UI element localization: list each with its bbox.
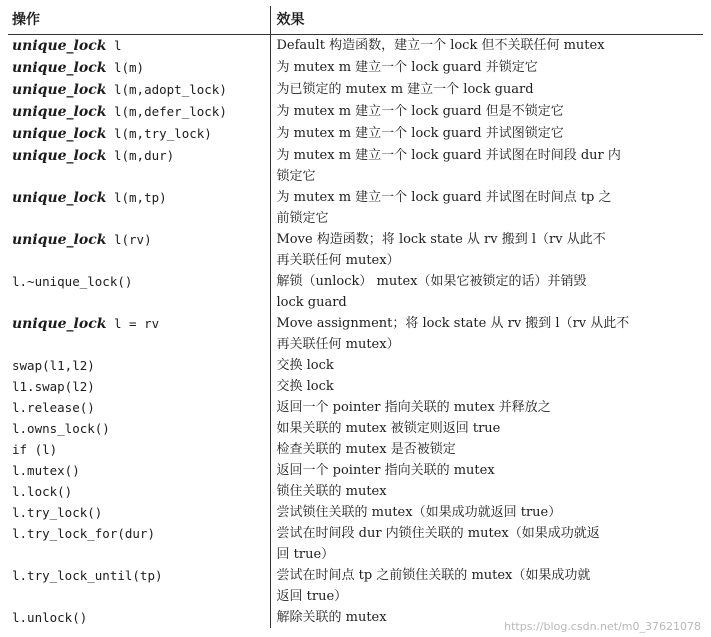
effect-cell <box>270 313 703 355</box>
effect-cell <box>270 355 703 376</box>
operation-cell: if (l) <box>12 442 58 457</box>
table-row <box>8 57 703 79</box>
table-row <box>8 187 703 229</box>
effect-line: 检查关联的 mutex 是否被锁定 <box>276 442 456 457</box>
effect-line: 再关联任何 mutex） <box>276 253 400 268</box>
operation-cell <box>8 313 270 355</box>
keyword-unique-lock: unique_lock <box>12 104 107 120</box>
operation-cell <box>8 123 270 145</box>
keyword-unique-lock: unique_lock <box>12 232 107 248</box>
keyword-unique-lock: unique_lock <box>12 126 107 142</box>
operation-cell <box>8 145 270 187</box>
effect-cell <box>270 271 703 313</box>
effect-cell <box>270 502 703 523</box>
effect-cell <box>270 57 703 79</box>
operation-cell: l.try_lock() <box>12 505 103 520</box>
header-operation: 操作 <box>8 6 270 35</box>
operation-args: l(m,dur) <box>106 148 175 163</box>
operation-args: l(rv) <box>106 232 152 247</box>
effect-line: 尝试在时间段 dur 内锁住关联的 mutex（如果成功就返 <box>276 526 600 541</box>
effect-cell <box>270 229 703 271</box>
keyword-unique-lock: unique_lock <box>12 148 107 164</box>
effect-line: 为已锁定的 mutex m 建立一个 lock guard <box>276 82 534 97</box>
effect-cell <box>270 35 703 58</box>
reference-table-frame <box>8 6 703 628</box>
operation-args: l(m) <box>106 60 145 75</box>
effect-cell <box>270 439 703 460</box>
table-row <box>8 101 703 123</box>
effect-cell <box>270 523 703 565</box>
effect-line: 为 mutex m 建立一个 lock guard 并锁定它 <box>276 60 538 75</box>
table-row <box>8 502 703 523</box>
operation-args: l(m,adopt_lock) <box>106 82 227 97</box>
table-row <box>8 397 703 418</box>
effect-line: 回 true） <box>276 547 335 562</box>
effect-cell <box>270 123 703 145</box>
operation-cell: l.unlock() <box>12 610 88 625</box>
operation-cell: l.try_lock_for(dur) <box>12 526 155 541</box>
effect-line: Move 构造函数；将 lock state 从 rv 搬到 l（rv 从此不 <box>276 232 606 247</box>
effect-line: 解除关联的 mutex <box>276 610 387 625</box>
effect-line: 尝试锁住关联的 mutex（如果成功就返回 true） <box>276 505 562 520</box>
table-row <box>8 418 703 439</box>
header-effect: 效果 <box>270 6 703 35</box>
effect-cell <box>270 460 703 481</box>
effect-line: 尝试在时间点 tp 之前锁住关联的 mutex（如果成功就 <box>276 568 591 583</box>
table-row <box>8 229 703 271</box>
operation-cell: l.try_lock_until(tp) <box>12 568 163 583</box>
effect-line: Move assignment；将 lock state 从 rv 搬到 l（rv 从此不 <box>276 316 630 331</box>
effect-cell <box>270 481 703 502</box>
table-row <box>8 565 703 607</box>
effect-line: 为 mutex m 建立一个 lock guard 但是不锁定它 <box>276 104 564 119</box>
table-row <box>8 355 703 376</box>
table-row <box>8 79 703 101</box>
effect-cell <box>270 145 703 187</box>
operation-cell: l.~unique_lock() <box>12 274 133 289</box>
operation-args: l = rv <box>106 316 160 331</box>
table-row <box>8 376 703 397</box>
keyword-unique-lock: unique_lock <box>12 60 107 76</box>
unique-lock-operations-table <box>8 6 703 628</box>
effect-line: Default 构造函数，建立一个 lock 但不关联任何 mutex <box>276 38 605 53</box>
table-row <box>8 523 703 565</box>
keyword-unique-lock: unique_lock <box>12 38 107 54</box>
keyword-unique-lock: unique_lock <box>12 190 107 206</box>
effect-line: 前锁定它 <box>276 211 329 226</box>
effect-line: 解锁（unlock） mutex（如果它被锁定的话）并销毁 <box>276 274 587 289</box>
effect-cell <box>270 376 703 397</box>
effect-cell <box>270 187 703 229</box>
operation-args: l(m,tp) <box>106 190 167 205</box>
operation-cell: l.mutex() <box>12 463 80 478</box>
operation-cell <box>8 187 270 229</box>
effect-cell <box>270 101 703 123</box>
table-row <box>8 460 703 481</box>
operation-cell: l.release() <box>12 400 95 415</box>
table-row <box>8 439 703 460</box>
effect-line: 锁住关联的 mutex <box>276 484 387 499</box>
effect-line: 锁定它 <box>276 169 316 184</box>
operation-cell <box>8 101 270 123</box>
effect-cell <box>270 418 703 439</box>
effect-line: lock guard <box>276 295 347 310</box>
keyword-unique-lock: unique_lock <box>12 82 107 98</box>
table-row <box>8 313 703 355</box>
effect-line: 返回一个 pointer 指向关联的 mutex <box>276 463 495 478</box>
table-row <box>8 35 703 58</box>
operation-cell <box>8 35 270 58</box>
effect-line: 为 mutex m 建立一个 lock guard 并试图在时间点 tp 之 <box>276 190 612 205</box>
operation-args: l <box>106 38 122 53</box>
operation-cell: l1.swap(l2) <box>12 379 95 394</box>
effect-line: 返回一个 pointer 指向关联的 mutex 并释放之 <box>276 400 551 415</box>
table-row <box>8 145 703 187</box>
operation-cell <box>8 79 270 101</box>
effect-line: 为 mutex m 建立一个 lock guard 并试图在时间段 dur 内 <box>276 148 621 163</box>
effect-line: 为 mutex m 建立一个 lock guard 并试图锁定它 <box>276 126 564 141</box>
effect-cell <box>270 79 703 101</box>
operation-cell <box>8 57 270 79</box>
operation-cell: l.lock() <box>12 484 73 499</box>
table-row <box>8 481 703 502</box>
operation-args: l(m,try_lock) <box>106 126 212 141</box>
effect-line: 返回 true） <box>276 589 348 604</box>
effect-cell <box>270 397 703 418</box>
operation-cell: swap(l1,l2) <box>12 358 95 373</box>
operation-args: l(m,defer_lock) <box>106 104 227 119</box>
watermark: https://blog.csdn.net/m0_37621078 <box>504 620 701 633</box>
operation-cell: l.owns_lock() <box>12 421 110 436</box>
effect-line: 交换 lock <box>276 379 334 394</box>
operation-cell <box>8 229 270 271</box>
keyword-unique-lock: unique_lock <box>12 316 107 332</box>
table-row <box>8 271 703 313</box>
effect-cell <box>270 565 703 607</box>
table-header-row <box>8 6 703 35</box>
effect-line: 再关联任何 mutex） <box>276 337 400 352</box>
effect-line: 如果关联的 mutex 被锁定则返回 true <box>276 421 501 436</box>
table-row <box>8 123 703 145</box>
effect-line: 交换 lock <box>276 358 334 373</box>
